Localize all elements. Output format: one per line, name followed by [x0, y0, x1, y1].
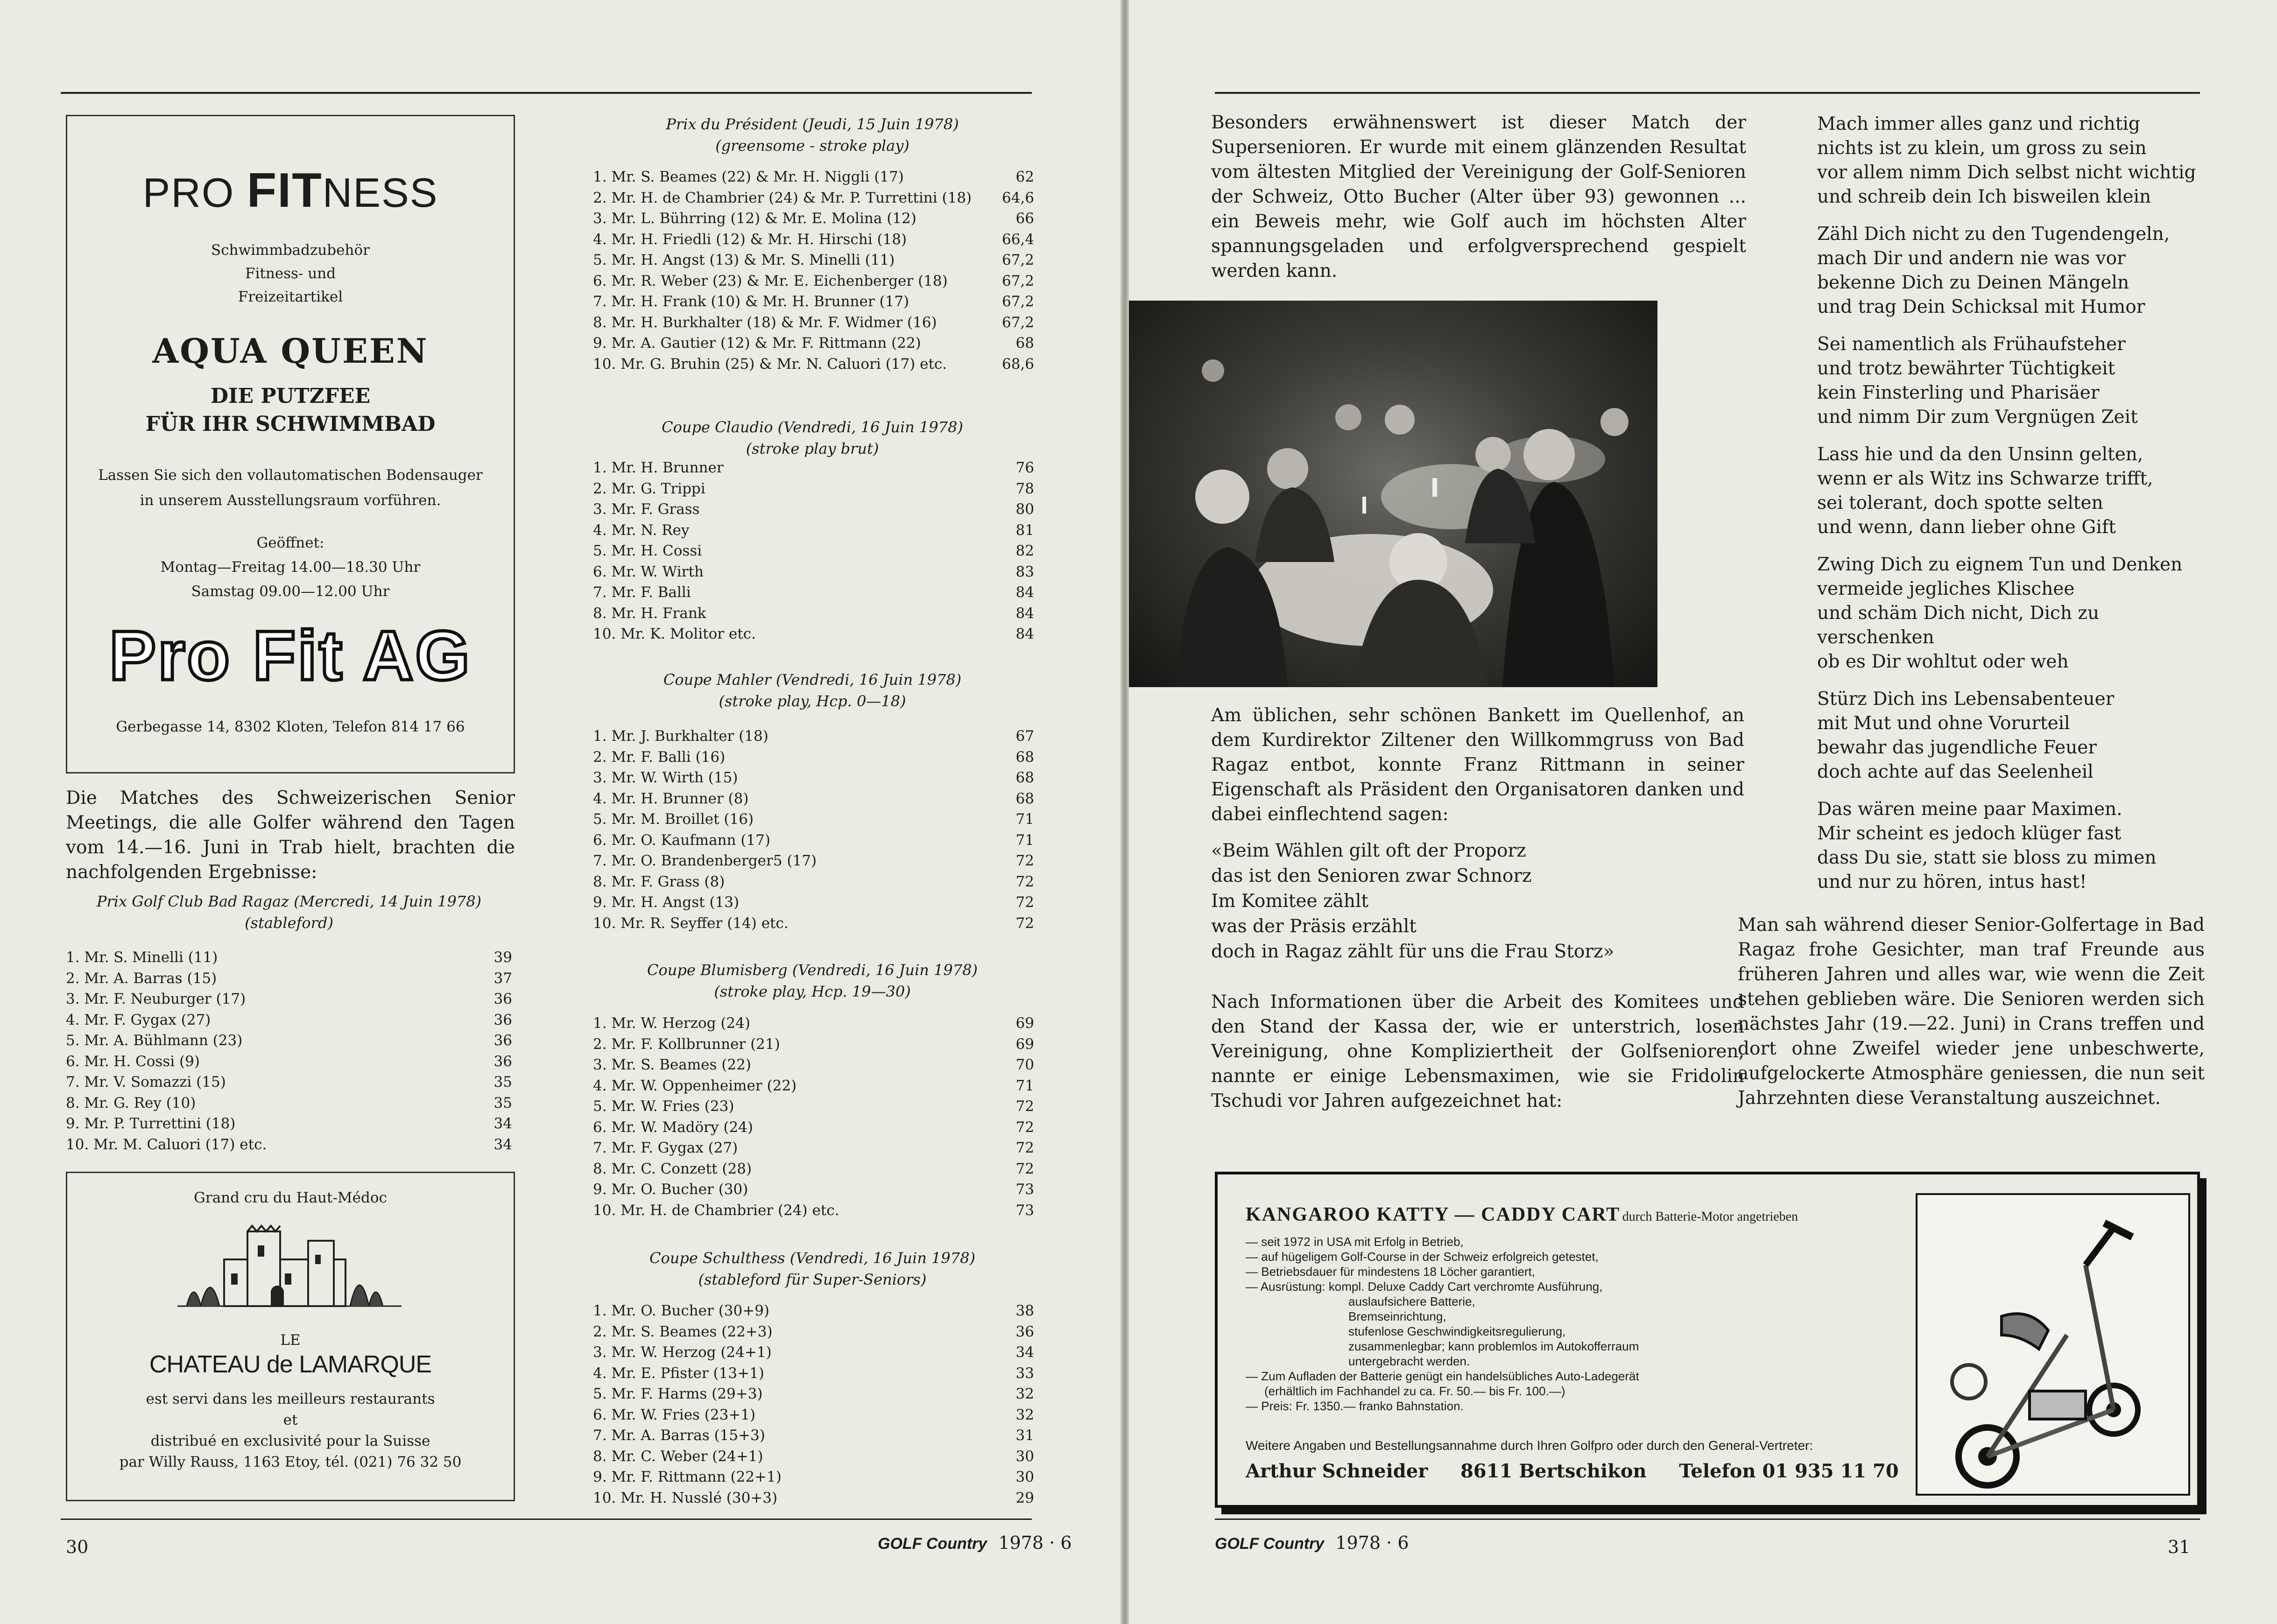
profitness-categories: Schwimmbadzubehör Fitness- und Freizeitartikel — [211, 242, 370, 305]
banquet-photo-illustration — [1129, 301, 1657, 687]
results-list — [593, 1013, 1034, 1221]
poem-stanza: Mach immer alles ganz und richtig nichts ist zu klein, um gross zu sein vor allem nimm Dich selbst nicht wichtig und schreib dein Ich bisweilen klein — [1817, 113, 2196, 207]
aqua-queen-title: AQUA QUEEN — [152, 331, 429, 371]
table-row: 8. Mr. G. Rey (10) 35 — [66, 1094, 512, 1111]
table-row: 9. Mr. P. Turrettini (18) 34 — [66, 1115, 512, 1132]
chateau-text: est servi dans les meilleurs restaurants et distribué en exclusivité pour la Suisse par Willy Rauss, 1163 Etoy, tél. (021) 76 32 50 — [119, 1391, 462, 1470]
table-row: 3. Mr. F. Grass 80 — [593, 501, 1034, 518]
opening-hours: Geöffnet: Montag—Freitag 14.00—18.30 Uhr Samstag 09.00—12.00 Uhr — [160, 534, 421, 600]
profitness-description: Lassen Sie sich den vollautomatischen Bodensauger in unserem Ausstellungsraum vorführen. — [98, 467, 483, 509]
poem-stanza: Stürz Dich ins Lebensabenteuer mit Mut und ohne Vorurteil bewahr das jugendliche Feuer doch achte auf das Seelenheil — [1817, 689, 2115, 782]
table-row: 10. Mr. K. Molitor etc. 84 — [593, 626, 1034, 642]
results-heading: Coupe Blumisberg (Vendredi, 16 Juin 1978) (stroke play, Hcp. 19—30) — [647, 961, 978, 1000]
table-row: 3. Mr. W. Wirth (15) 68 — [593, 769, 1034, 786]
intro-paragraph: Die Matches des Schweizerischen Senior Meetings, die alle Golfer während den Tagen vom 14.—16. Juni in Trab hielt, brachten die nachfolgenden Ergebnisse: — [66, 787, 515, 883]
article-paragraph: Nach Informationen über die Arbeit des Komitees und den Stand der Kassa der, wie er unterstrich, losen Vereinigung, ohne Kompliziertheit der Golfsenioren, nannte er einige Lebensmaximen, wie sie Fridolin Tschudi vor Jahren aufgezeichnet hat: — [1211, 991, 1744, 1111]
table-row: 8. Mr. C. Weber (24+1) 30 — [593, 1448, 1034, 1465]
table-row: 6. Mr. H. Cossi (9) 36 — [66, 1053, 512, 1070]
bottom-rule — [1215, 1519, 2200, 1520]
gutter — [1121, 0, 1129, 1624]
table-row: 8. Mr. H. Frank 84 — [593, 605, 1034, 622]
table-row: 7. Mr. F. Gygax (27) 72 — [593, 1139, 1034, 1156]
table-row: 5. Mr. W. Fries (23) 72 — [593, 1098, 1034, 1115]
table-row: 2. Mr. G. Trippi 78 — [593, 480, 1034, 497]
results-list — [593, 726, 1034, 934]
table-row: 6. Mr. W. Fries (23+1) 32 — [593, 1406, 1034, 1423]
article-paragraph: Am üblichen, sehr schönen Bankett im Quellenhof, an dem Kurdirektor Ziltener den Willkommgruss von Bad Ragaz entbot, konnte Franz Rittmann in seiner Eigenschaft als Präsident den Organisatoren danken und dabei einflechtend sagen: — [1211, 705, 1744, 825]
table-row: 1. Mr. J. Burkhalter (18) 67 — [593, 728, 1034, 745]
table-row: 2. Mr. F. Balli (16) 68 — [593, 748, 1034, 766]
caddy-cart-image — [1916, 1193, 2190, 1496]
article-paragraph: Man sah während dieser Senior-Golfertage in Bad Ragaz frohe Gesichter, man traf Freunde aus früheren Jahren und alles war, wie wenn die Zeit stehen geblieben wäre. Die Senioren werden sich nächstes Jahr (19.—22. Juni) in Crans treffen und dort ohne Zweifel wieder jene unbeschwerte, aufgelockerte Atmosphäre geniessen, die nun seit Jahrzehnten diese Veranstaltung auszeichnet. — [1738, 914, 2205, 1109]
table-row: 9. Mr. O. Bucher (30) 73 — [593, 1181, 1034, 1198]
table-row: 2. Mr. S. Beames (22+3) 36 — [593, 1323, 1034, 1340]
table-row: 4. Mr. N. Rey 81 — [593, 521, 1034, 539]
table-row: 8. Mr. C. Conzett (28) 72 — [593, 1160, 1034, 1177]
kangaroo-title: KANGAROO KATTY — CADDY CART durch Batterie-Motor angetrieben — [1246, 1204, 1798, 1225]
page-number: 30 — [66, 1537, 89, 1557]
table-row: 3. Mr. L. Bührring (12) & Mr. E. Molina (12) 66 — [593, 210, 1034, 227]
profit-ag-logo: Pro Fit AG — [109, 616, 472, 695]
table-row: 6. Mr. W. Madöry (24) 72 — [593, 1118, 1034, 1136]
poem-stanza: Zähl Dich nicht zu den Tugendengeln, mach Dir und andern nie was vor bekenne Dich zu Deinen Mängeln und trag Dein Schicksal mit Humor — [1817, 224, 2170, 317]
table-row: 10. Mr. H. Nusslé (30+3) 29 — [593, 1489, 1034, 1506]
results-heading: Coupe Mahler (Vendredi, 16 Juin 1978) (stroke play, Hcp. 0—18) — [663, 671, 962, 710]
kangaroo-contact: Arthur Schneider 8611 Bertschikon Telefon 01 935 11 70 — [1246, 1460, 1899, 1482]
table-row: 3. Mr. W. Herzog (24+1) 34 — [593, 1344, 1034, 1361]
table-row: 10. Mr. G. Bruhin (25) & Mr. N. Caluori (17) etc. 68,6 — [593, 355, 1034, 373]
table-row: 1. Mr. S. Beames (22) & Mr. H. Niggli (17) 62 — [593, 169, 1034, 185]
results-heading: Prix Golf Club Bad Ragaz (Mercredi, 14 Juin 1978) (stableford) — [96, 893, 482, 932]
banquet-photo — [1129, 301, 1657, 687]
golf-country-logo: GOLF Country — [1215, 1535, 1325, 1553]
table-row: 7. Mr. H. Frank (10) & Mr. H. Brunner (17) 67,2 — [593, 293, 1034, 310]
chateau-name: CHATEAU de LAMARQUE — [149, 1351, 432, 1378]
caddy-cart-illustration — [1917, 1195, 2188, 1494]
kangaroo-more-info: Weitere Angaben und Bestellungsannahme durch Ihren Golfpro oder durch den General-Vertreter: — [1246, 1438, 1813, 1453]
table-row: 8. Mr. F. Grass (8) 72 — [593, 873, 1034, 890]
ad-profitness — [66, 115, 515, 773]
table-row: 1. Mr. W. Herzog (24) 69 — [593, 1015, 1034, 1032]
table-row: 7. Mr. A. Barras (15+3) 31 — [593, 1427, 1034, 1444]
table-row: 5. Mr. A. Bühlmann (23) 36 — [66, 1032, 512, 1049]
results-list — [593, 457, 1034, 645]
table-row: 8. Mr. H. Burkhalter (18) & Mr. F. Widmer (16) 67,2 — [593, 314, 1034, 331]
table-row: 1. Mr. O. Bucher (30+9) 38 — [593, 1302, 1034, 1319]
bottom-rule — [61, 1519, 1032, 1520]
table-row: 3. Mr. F. Neuburger (17) 36 — [66, 991, 512, 1007]
results-list — [593, 167, 1034, 374]
table-row: 4. Mr. F. Gygax (27) 36 — [66, 1011, 512, 1028]
ad-kangaroo-katty — [1215, 1172, 2200, 1508]
profitness-brand: PRO FITNESS — [142, 163, 438, 218]
table-row: 4. Mr. H. Brunner (8) 68 — [593, 790, 1034, 807]
table-row: 7. Mr. F. Balli 84 — [593, 584, 1034, 601]
president-quote: «Beim Wählen gilt oft der Proporz das ist den Senioren zwar Schnorz Im Komitee zählt was der Präsis erzählt doch in Ragaz zählt für uns die Frau Storz» — [1211, 840, 1614, 962]
results-list — [593, 1301, 1034, 1508]
table-row: 2. Mr. F. Kollbrunner (21) 69 — [593, 1035, 1034, 1053]
left-page — [0, 0, 1121, 1624]
table-row: 7. Mr. O. Brandenberger5 (17) 72 — [593, 852, 1034, 869]
table-row: 5. Mr. H. Cossi 82 — [593, 542, 1034, 559]
ad-chateau-lamarque — [66, 1172, 515, 1501]
table-row: 6. Mr. R. Weber (23) & Mr. E. Eichenberger (18) 67,2 — [593, 272, 1034, 289]
footer-magazine: GOLF Country 1978 · 6 — [878, 1533, 1072, 1553]
table-row: 9. Mr. A. Gautier (12) & Mr. F. Rittmann (22) 68 — [593, 335, 1034, 352]
table-row: 1. Mr. S. Minelli (11) 39 — [66, 949, 512, 966]
table-row: 6. Mr. O. Kaufmann (17) 71 — [593, 831, 1034, 849]
table-row: 7. Mr. V. Somazzi (15) 35 — [66, 1074, 512, 1090]
right-page — [1129, 0, 2277, 1624]
table-row: 5. Mr. F. Harms (29+3) 32 — [593, 1385, 1034, 1402]
article-paragraph: Besonders erwähnenswert ist dieser Match der Supersenioren. Er wurde mit einem glänzenden Resultat vom ältesten Mitglied der Vereinigung der Golf-Senioren der Schweiz, Otto Bucher (Alter über 93) gewonnen ... ein Beweis mehr, wie Golf auch im höchsten Alter spannungsgeladen und erfolgversprechend gespielt werden kann. — [1211, 112, 1746, 281]
poem-stanza: Zwing Dich zu eignem Tun und Denken vermeide jegliches Klischee und schäm Dich nicht, Dich zu verschenken ob es Dir wohltut oder weh — [1817, 554, 2183, 672]
top-rule — [1215, 92, 2200, 94]
results-list — [66, 947, 512, 1155]
golf-country-logo: GOLF Country — [878, 1535, 987, 1553]
table-row: 4. Mr. W. Oppenheimer (22) 71 — [593, 1077, 1034, 1094]
results-heading: Coupe Schulthess (Vendredi, 16 Juin 1978) (stableford für Super-Seniors) — [649, 1249, 975, 1288]
results-heading: Prix du Président (Jeudi, 15 Juin 1978) (greensome - stroke play) — [666, 115, 959, 155]
table-row: 9. Mr. F. Rittmann (22+1) 30 — [593, 1469, 1034, 1485]
top-rule — [61, 92, 1032, 94]
results-heading: Coupe Claudio (Vendredi, 16 Juin 1978) (stroke play brut) — [662, 418, 963, 457]
table-row: 2. Mr. H. de Chambrier (24) & Mr. P. Turrettini (18) 64,6 — [593, 189, 1034, 206]
table-row: 3. Mr. S. Beames (22) 70 — [593, 1056, 1034, 1073]
chateau-le: LE — [280, 1332, 301, 1349]
putzfee-tagline: DIE PUTZFEE FÜR IHR SCHWIMMBAD — [145, 384, 436, 436]
table-row: 5. Mr. H. Angst (13) & Mr. S. Minelli (11) 67,2 — [593, 252, 1034, 268]
footer-magazine: GOLF Country 1978 · 6 — [1215, 1533, 1409, 1553]
table-row: 9. Mr. H. Angst (13) 72 — [593, 894, 1034, 911]
poem-stanza: Sei namentlich als Frühaufsteher und trotz bewährter Tüchtigkeit kein Finsterling und Pharisäer und nimm Dir zum Vergnügen Zeit — [1817, 334, 2138, 428]
table-row: 5. Mr. M. Broillet (16) 71 — [593, 811, 1034, 828]
table-row: 2. Mr. A. Barras (15) 37 — [66, 970, 512, 987]
table-row: 4. Mr. H. Friedli (12) & Mr. H. Hirschi (18) 66,4 — [593, 231, 1034, 248]
table-row: 10. Mr. R. Seyffer (14) etc. 72 — [593, 914, 1034, 932]
table-row: 10. Mr. H. de Chambrier (24) etc. 73 — [593, 1202, 1034, 1219]
table-row: 6. Mr. W. Wirth 83 — [593, 563, 1034, 580]
table-row: 4. Mr. E. Pfister (13+1) 33 — [593, 1364, 1034, 1382]
kangaroo-features: — seit 1972 in USA mit Erfolg in Betrieb, — auf hügeligem Golf-Course in der Schweiz erfolgreich getestet, — Betriebsdauer für mindestens 18 Löcher garantiert, — Ausrüstung: kompl. Deluxe Caddy Cart verchromte Ausführung, auslaufsichere Batterie, Bremseinrichtung, stufenlose Geschwindigkeitsregulierung, zusammenlegbar; kann problemlos im Autokofferraum untergebracht werden. — Zum Aufladen der Batterie genügt ein handelsübliches Auto-Ladegerät (erhältlich im Fachhandel zu ca. Fr. 50.— bis Fr. 100.—) — Preis: Fr. 1350.— franko Bahnstation. — [1246, 1235, 1639, 1413]
castle-illustration — [177, 1217, 402, 1311]
poem-stanza: Lass hie und da den Unsinn gelten, wenn er als Witz ins Schwarze trifft, sei tolerant, doch spotte selten und wenn, dann lieber ohne Gift — [1817, 444, 2153, 538]
table-row: 1. Mr. H. Brunner 76 — [593, 459, 1034, 476]
page-number: 31 — [2168, 1537, 2191, 1557]
maxims-poem — [1817, 112, 2200, 907]
poem-stanza: Das wären meine paar Maximen. Mir scheint es jedoch klüger fast dass Du sie, statt sie bloss zu mimen und nur zu hören, intus hast! — [1817, 799, 2157, 893]
chateau-top: Grand cru du Haut-Médoc — [194, 1189, 387, 1206]
table-row: 10. Mr. M. Caluori (17) etc. 34 — [66, 1136, 512, 1153]
profitness-address: Gerbegasse 14, 8302 Kloten, Telefon 814 17 66 — [116, 718, 465, 735]
